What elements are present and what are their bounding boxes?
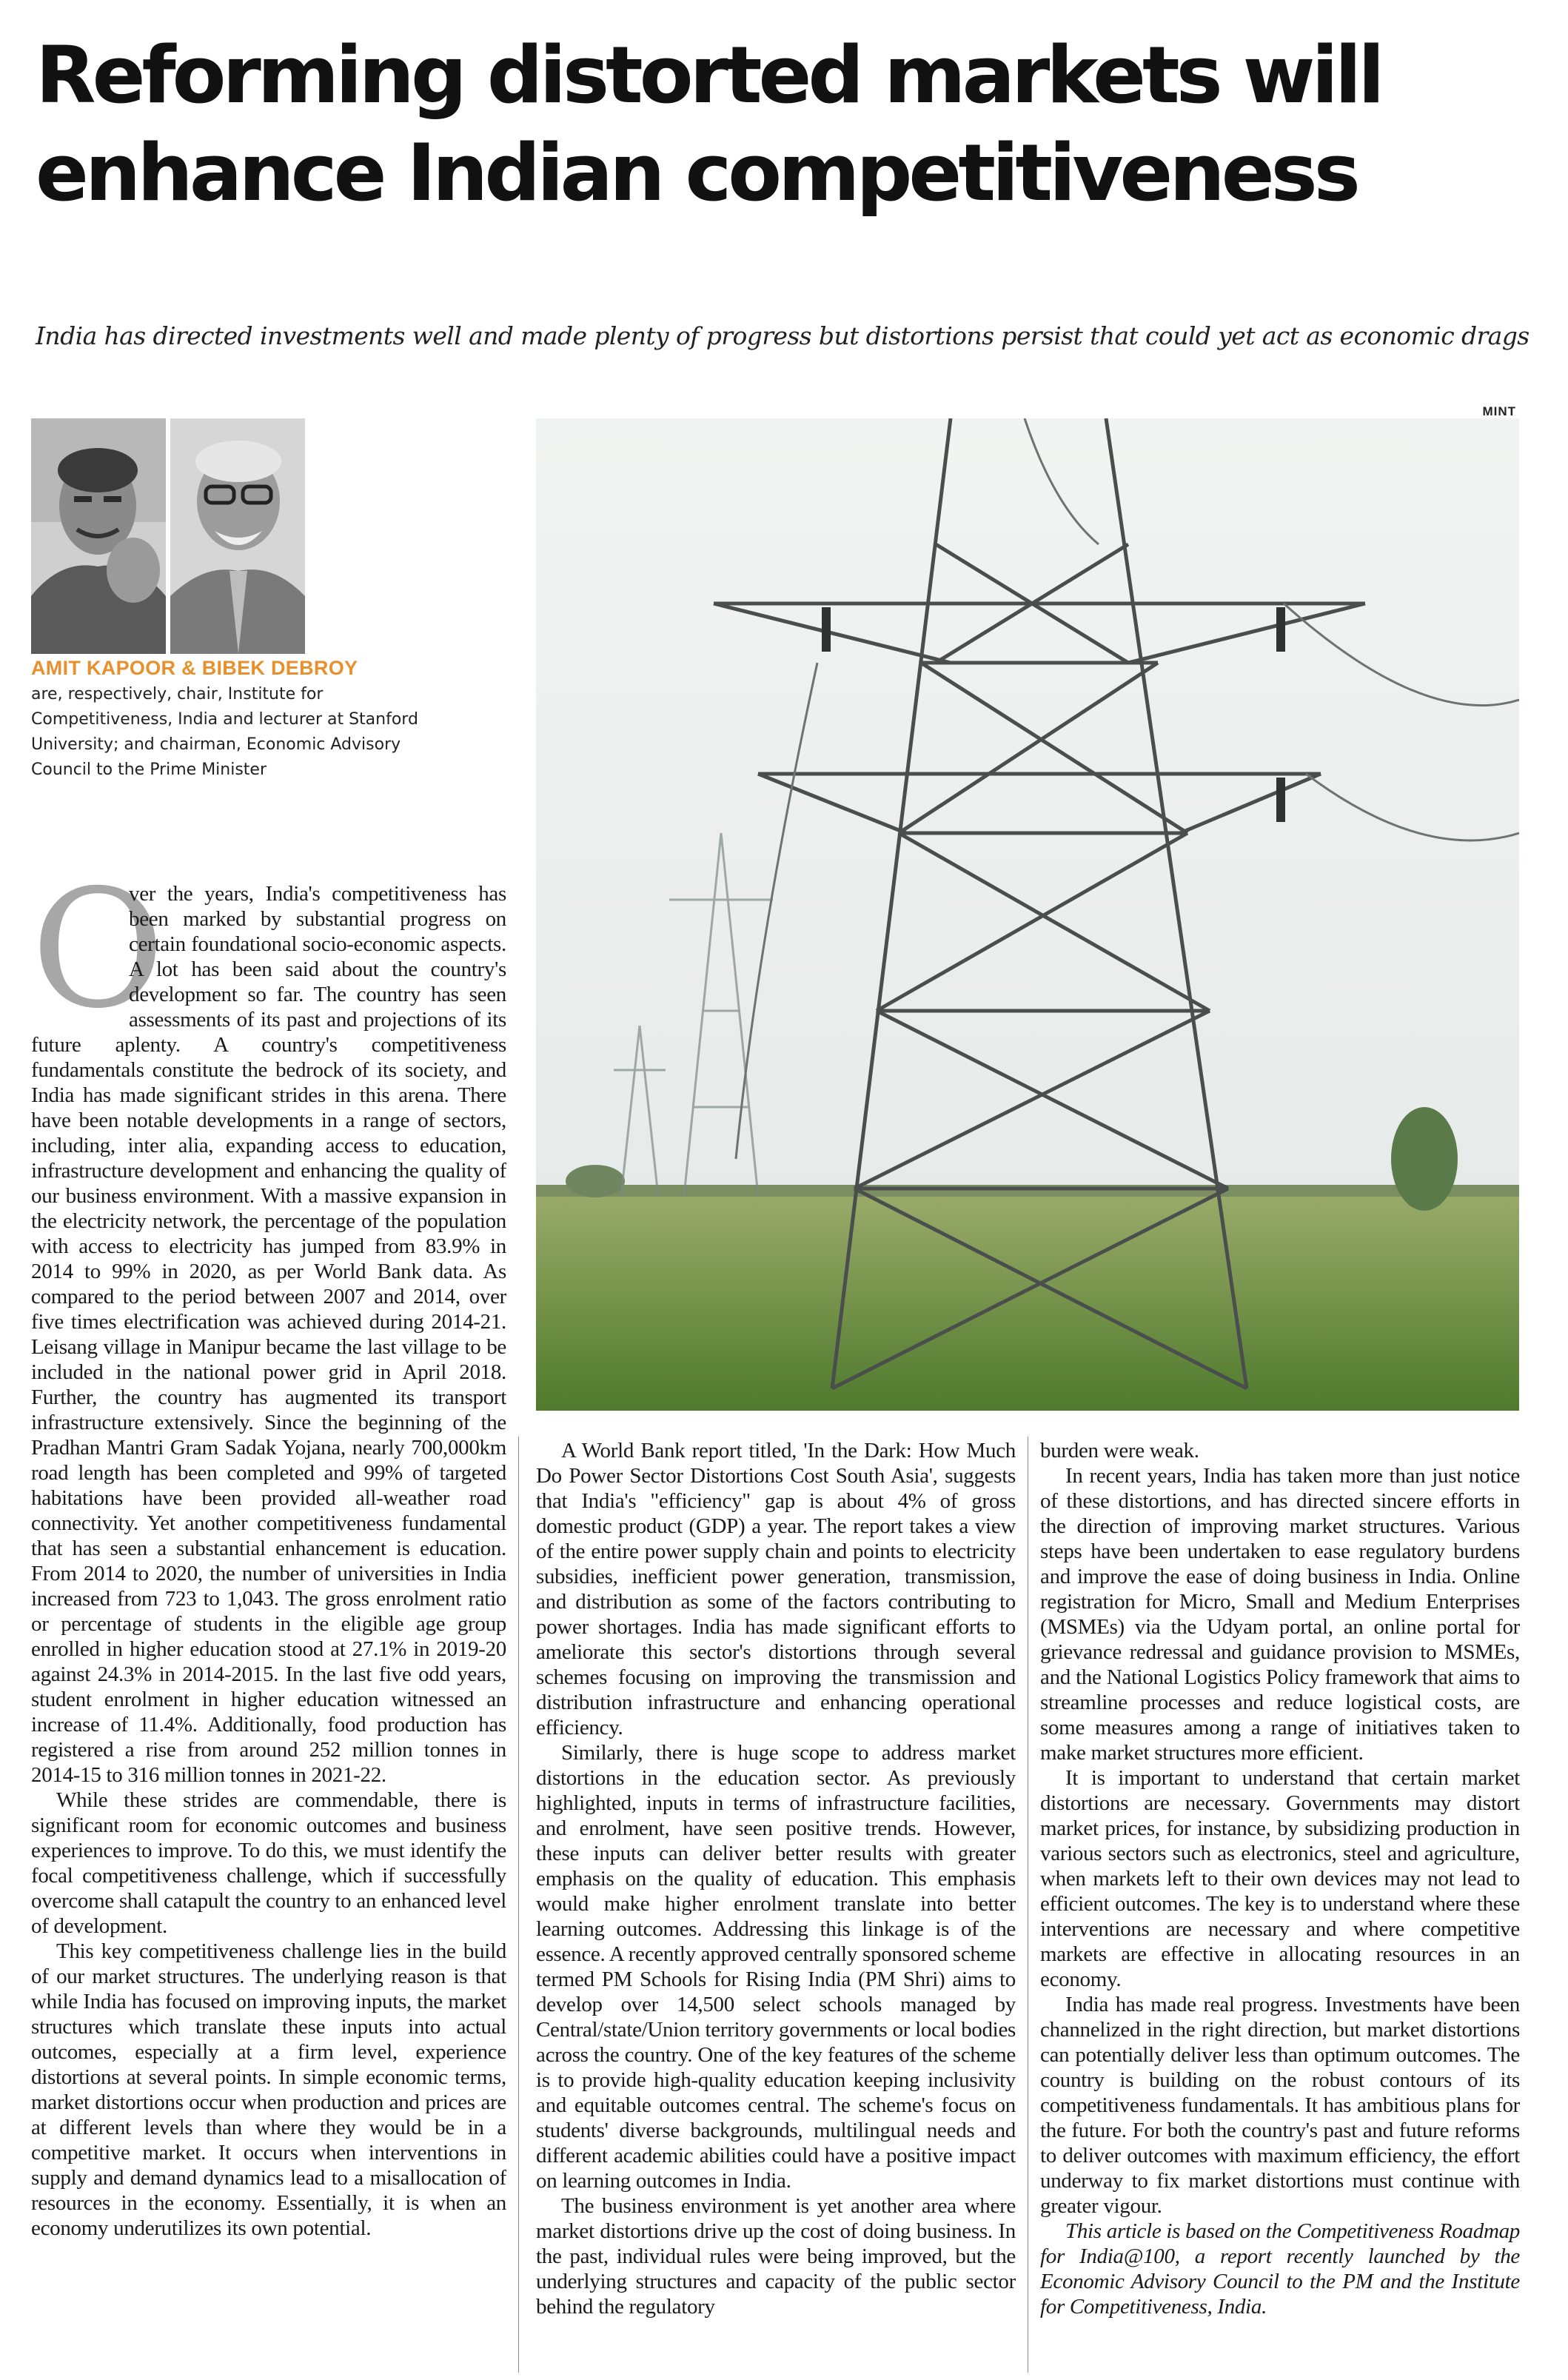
article-paragraph: While these strides are commendable, there is significant room for economic outcomes and business experiences to improve. To do this, we must identify the focal competitiveness challenge, which if successfully overcome shall catapult the country to an enhanced level of development. [31, 1788, 506, 1938]
author-portrait-bibek-debroy [170, 418, 305, 654]
transmission-tower-image [536, 418, 1519, 1411]
article-column-2 [536, 1438, 1016, 2371]
author-portraits [31, 418, 305, 654]
article-footnote: This article is based on the Competitiveness Roadmap for India@100, a report recently launched by the Economic Advisory Council to the PM and the Institute for Competitiveness, India. [1040, 2219, 1520, 2319]
portrait-2-image [170, 418, 305, 654]
article-paragraph: O ver the years, India's competitiveness has been marked by substantial progress on certain foundational socio-economic aspects. A lot has been said about the country's development so far. The country has seen assessments of its past and projections of its future aplenty. A country's competitiveness fundamentals constitute the bedrock of its society, and India has made significant strides in this arena. There have been notable developments in a range of sectors, including, inter alia, expanding access to education, infrastructure development and enhancing the quality of our business environment. With a massive expansion in the electricity network, the percentage of the population with access to electricity has jumped from 83.9% in 2014 to 99% in 2020, as per World Bank data. As compared to the period between 2007 and 2014, over five times electrification was achieved during 2014-21. Leisang village in Manipur became the last village to be included in the national power grid in April 2018. Further, the country has augmented its transport infrastructure extensively. Since the beginning of the Pradhan Mantri Gram Sadak Yojana, nearly 700,000km road length has been completed and 99% of targeted habitations have been provided all-weather road connectivity. Yet another competitiveness fundamental that has seen a substantial enhancement is education. From 2014 to 2020, the number of universities in India increased from 723 to 1,043. The gross enrolment ratio or percentage of students in the eligible age group enrolled in higher education stood at 27.1% in 2019-20 against 24.3% in 2014-2015. In the last five odd years, student enrolment in higher education witnessed an increase of 11.4%. Additionally, food production has registered a rise from around 252 million tonnes in 2014-15 to 316 million tonnes in 2021-22. [31, 881, 506, 1787]
portrait-1-image [31, 418, 166, 654]
author-portrait-amit-kapoor [31, 418, 166, 654]
article-paragraph: burden were weak. [1040, 1439, 1199, 1463]
drop-cap: O [31, 881, 165, 1044]
article-paragraph: A World Bank report titled, 'In the Dark: How Much Do Power Sector Distortions Cost South Asia', suggests that India's "efficiency" gap is about 4% of gross domestic product (GDP) a year. The report takes a view of the entire power supply chain and points to electricity subsidies, inefficient power generation, transmission, and distribution as some of the factors contributing to power shortages. India has made significant efforts to ameliorate this sector's distortions through several schemes focusing on improving the transmission and distribution infrastructure and enhancing operational efficiency. [536, 1439, 1016, 1739]
article-paragraph: This key competitiveness challenge lies in the build of our market structures. The underlying reason is that while India has focused on improving inputs, the market structures which translate these inputs into actual outcomes, especially at a firm level, experience distortions at several points. In simple economic terms, market distortions occur when production and prices are at different levels than where they would be in a competitive market. It occurs when interventions in supply and demand dynamics lead to a misallocation of resources in the economy. Essentially, it is when an economy underutilizes its own potential. [31, 1939, 506, 2240]
headline-line-2: enhance Indian competitiveness [36, 127, 1357, 218]
article-column-1 [31, 881, 506, 2370]
article-paragraph: Similarly, there is huge scope to address market distortions in the education sector. As previously highlighted, inputs in terms of infrastructure facilities, and enrolment, have seen positive trends. However, these inputs can deliver better results with greater emphasis on the quality of education. This emphasis would make higher enrolment translate into better learning outcomes. Addressing this linkage is of the essence. A recently approved centrally sponsored scheme termed PM Schools for Rising India (PM Shri) aims to develop over 14,500 select schools managed by Central/state/Union territory governments or local bodies across the country. One of the key features of the scheme is to provide high-quality education keeping inclusivity and equitable outcomes central. The scheme's focus on students' diverse backgrounds, multilingual needs and different academic abilities could have a positive impact on learning outcomes in India. [536, 1741, 1016, 2193]
column-divider [518, 1437, 519, 2373]
photo-credit: MINT [1482, 404, 1516, 418]
author-bio: are, respectively, chair, Institute for Competitiveness, India and lecturer at Stanford University; and chairman, Economic Advisory Council to the Prime Minister [31, 685, 418, 779]
article-column-3 [1040, 1438, 1520, 2371]
headline [36, 27, 1538, 222]
article-paragraph: The business environment is yet another area where market distortions drive up the cost of doing business. In the past, individual rules were being improved, but the underlying structures and capacity of the public sector behind the regulatory [536, 2194, 1016, 2319]
headline-line-1: Reforming distorted markets will [36, 30, 1381, 121]
transmission-tower-photo [536, 418, 1519, 1411]
standfirst: India has directed investments well and made plenty of progress but distortions persist that could yet act as economic drags [36, 321, 1530, 350]
article-paragraph: In recent years, India has taken more than just notice of these distortions, and has directed sincere efforts in the direction of improving market structures. Various steps have been undertaken to ease regulatory burdens and improve the ease of doing business in India. Online registration for Micro, Small and Medium Enterprises (MSMEs) via the Udyam portal, an online portal for grievance redressal and guidance provision to MSMEs, and the National Logistics Policy framework that aims to streamline processes and reduce logistical costs, are some measures among a range of initiatives taken to make market structures more efficient. [1040, 1464, 1520, 1765]
author-names: AMIT KAPOOR & BIBEK DEBROY [31, 657, 358, 679]
article-paragraph: It is important to understand that certain market distortions are necessary. Governments may distort market prices, for instance, by subsidizing production in various sectors such as electronics, steel and agriculture, when markets left to their own devices may not lead to efficient outcomes. The key is to understand where these interventions are necessary and where competitive markets are effective in allocating resources in an economy. [1040, 1766, 1520, 1991]
article-paragraph: India has made real progress. Investments have been channelized in the right direction, but market distortions can potentially deliver less than optimum outcomes. The country is building on the robust contours of its competitiveness fundamentals. It has ambitious plans for the future. For both the country's past and future reforms to deliver outcomes with maximum efficiency, the effort underway to fix market distortions must continue with greater vigour. [1040, 1993, 1520, 2218]
